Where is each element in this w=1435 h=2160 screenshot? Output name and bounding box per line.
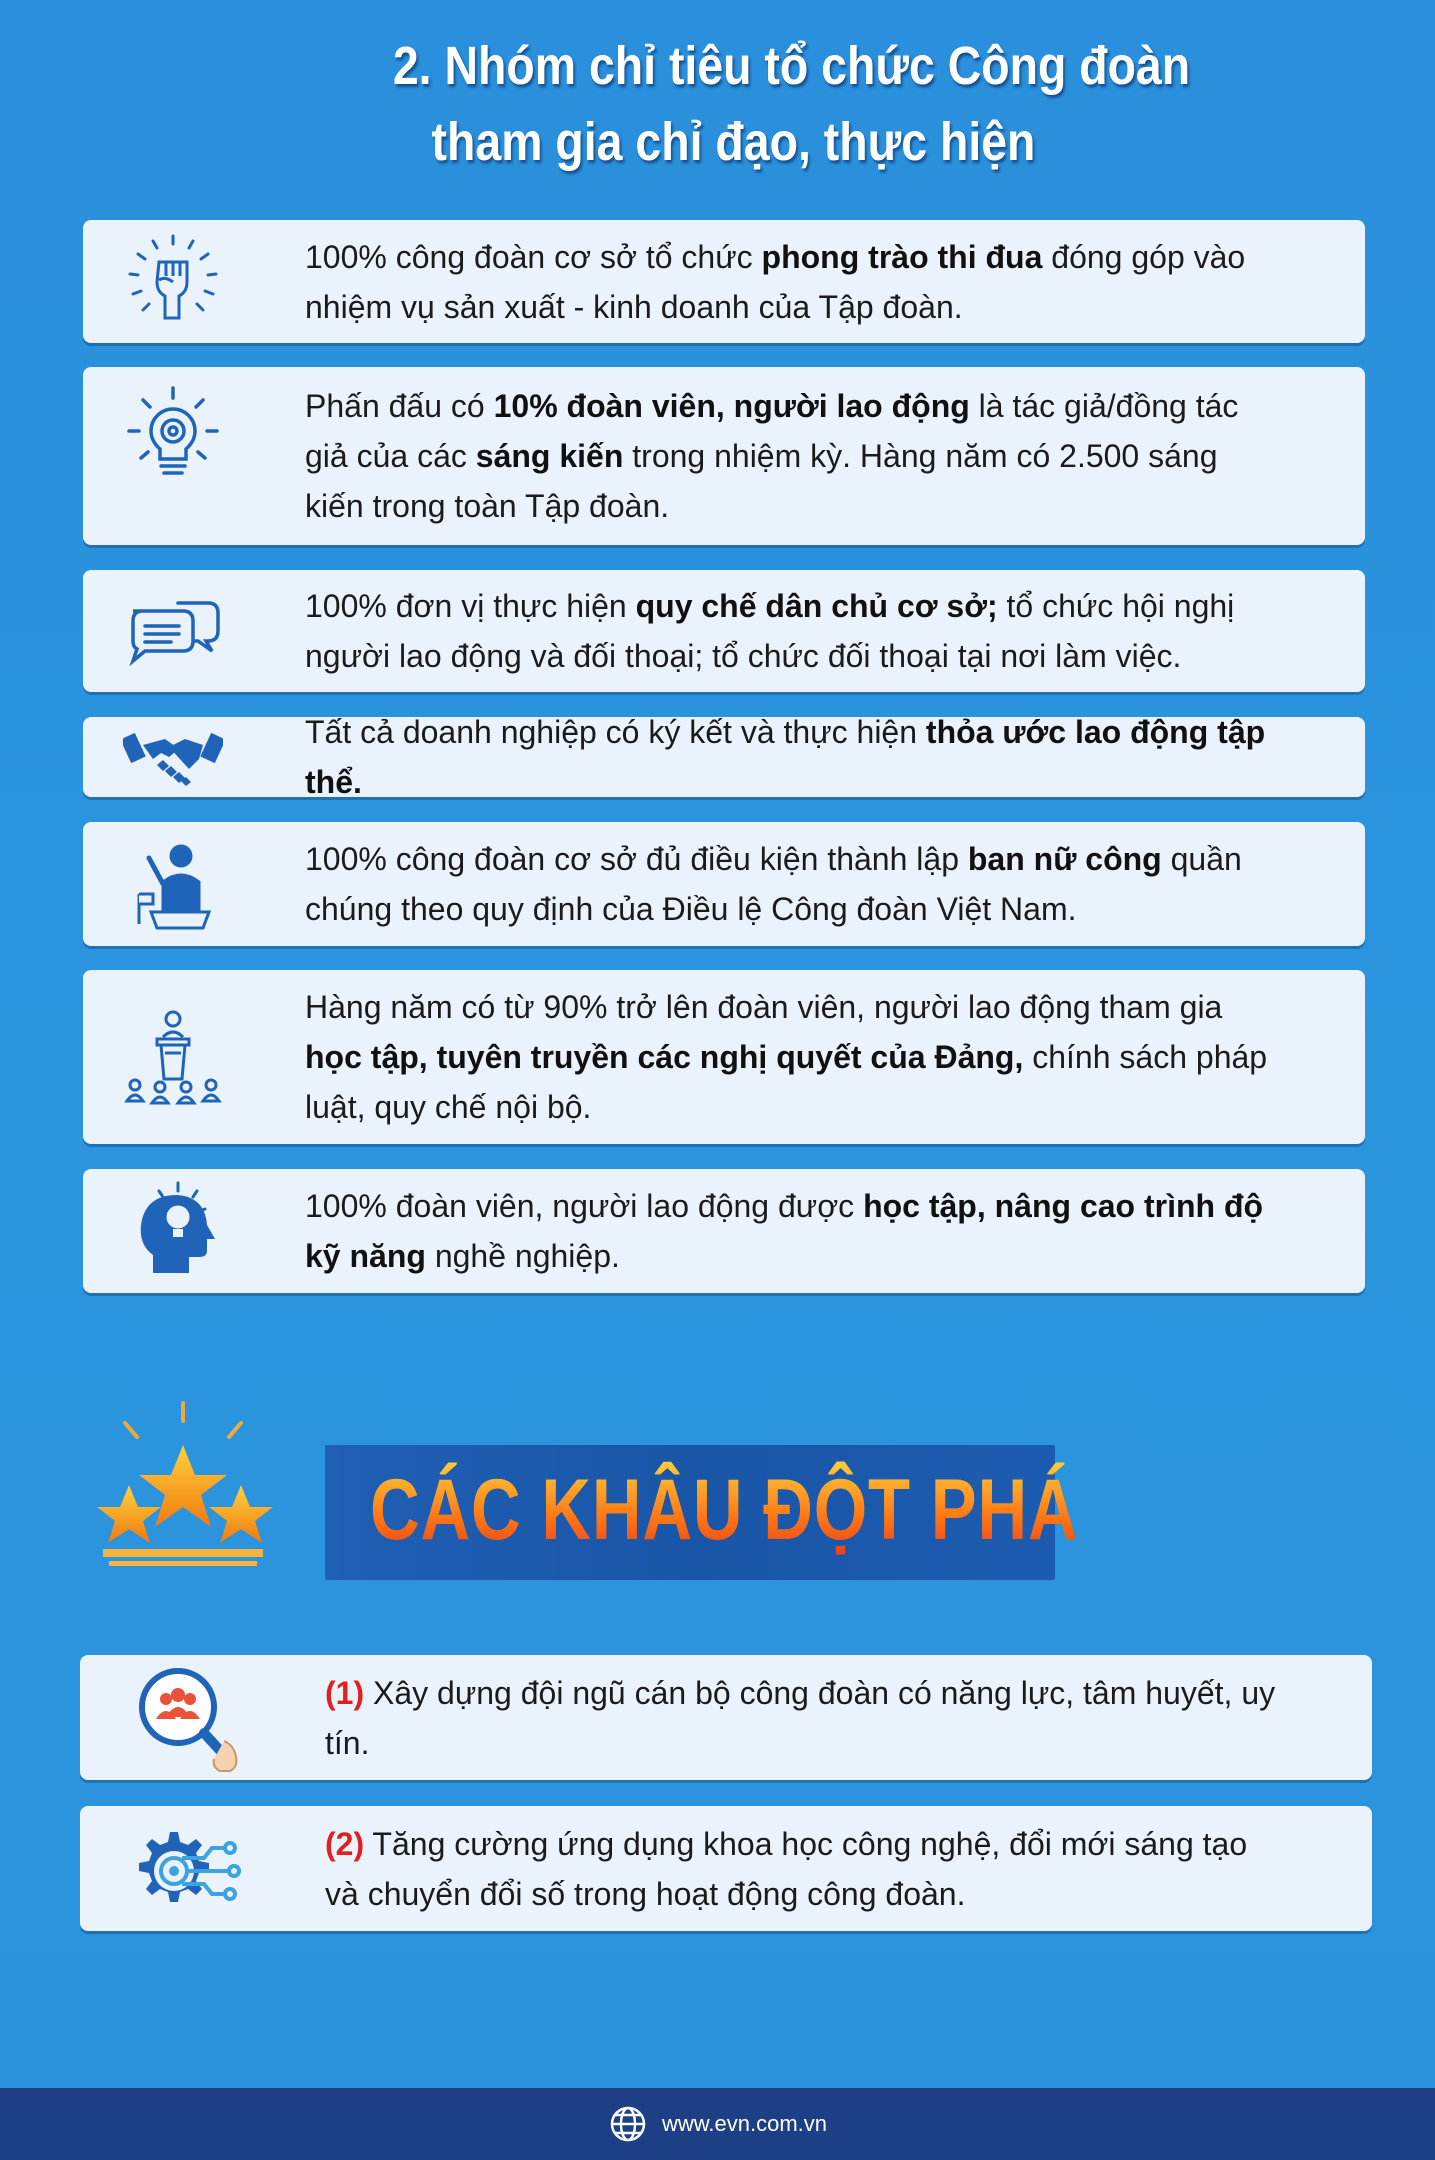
footer-url[interactable]: www.evn.com.vn bbox=[661, 2111, 828, 2136]
goal-card-5 bbox=[83, 822, 1365, 946]
goal-card-3 bbox=[83, 570, 1365, 692]
banner-title: CÁC KHÂU ĐỘT PHÁ bbox=[370, 1455, 1078, 1565]
handshake-icon bbox=[123, 707, 223, 807]
breakthrough-card-2 bbox=[80, 1806, 1372, 1931]
goal-card-4 bbox=[83, 714, 1365, 800]
speech-bubbles-icon bbox=[123, 581, 223, 681]
three-stars-icon bbox=[85, 1395, 285, 1580]
goal-text-5: 100% công đoàn cơ sở đủ điều kiện thành lập ban nữ công quần chúng theo quy định của Điều lệ Công đoàn Việt Nam. bbox=[305, 841, 1242, 927]
page-title bbox=[100, 28, 1334, 180]
breakthrough-card-1 bbox=[80, 1655, 1372, 1780]
goal-card-1 bbox=[83, 220, 1365, 343]
breakthrough-text-2: (2) Tăng cường ứng dụng khoa học công nghệ, đổi mới sáng tạo và chuyển đổi số trong hoạt động công đoàn. bbox=[325, 1825, 1248, 1912]
podium-audience-icon bbox=[123, 1007, 223, 1107]
goal-card-2 bbox=[83, 367, 1365, 545]
woman-speaker-icon bbox=[123, 834, 223, 934]
breakthrough-banner bbox=[325, 1445, 1079, 1580]
title-line-1: 2. Nhóm chỉ tiêu tổ chức Công đoàn bbox=[392, 36, 1191, 96]
footer bbox=[0, 2088, 1435, 2160]
goal-text-4: Tất cả doanh nghiệp có ký kết và thực hiện thỏa ước lao động tập thể. bbox=[305, 714, 1266, 800]
goal-text-1: 100% công đoàn cơ sở tổ chức phong trào thi đua đóng góp vào nhiệm vụ sản xuất - kinh doanh của Tập đoàn. bbox=[305, 238, 1246, 325]
raised-fist-icon bbox=[123, 232, 223, 332]
head-lightbulb-icon bbox=[123, 1181, 223, 1281]
goal-text-2: Phấn đấu có 10% đoàn viên, người lao động là tác giả/đồng tác giả của các sáng kiến trong nhiệm kỳ. Hàng năm có 2.500 sáng kiến trong toàn Tập đoàn. bbox=[305, 388, 1239, 524]
globe-icon bbox=[608, 2104, 648, 2144]
goal-card-7 bbox=[83, 1169, 1365, 1293]
breakthrough-header bbox=[85, 1395, 1085, 1595]
goal-text-3: 100% đơn vị thực hiện quy chế dân chủ cơ sở; tổ chức hội nghị người lao động và đối thoại; tổ chức đối thoại tại nơi làm việc. bbox=[305, 588, 1235, 674]
goal-text-7: 100% đoàn viên, người lao động được học tập, nâng cao trình độ kỹ năng nghề nghiệp. bbox=[305, 1188, 1264, 1274]
gear-circuit-icon bbox=[130, 1814, 250, 1929]
breakthrough-text-1: (1) Xây dựng đội ngũ cán bộ công đoàn có năng lực, tâm huyết, uy tín. bbox=[325, 1674, 1276, 1761]
magnifier-people-icon bbox=[130, 1663, 250, 1778]
goal-card-6 bbox=[83, 970, 1365, 1144]
goal-text-6: Hàng năm có từ 90% trở lên đoàn viên, người lao động tham gia học tập, tuyên truyền các nghị quyết của Đảng, chính sách pháp luật, quy chế nội bộ. bbox=[305, 989, 1268, 1125]
lightbulb-gear-icon bbox=[123, 386, 223, 486]
title-line-2: tham gia chỉ đạo, thực hiện bbox=[431, 112, 1036, 172]
